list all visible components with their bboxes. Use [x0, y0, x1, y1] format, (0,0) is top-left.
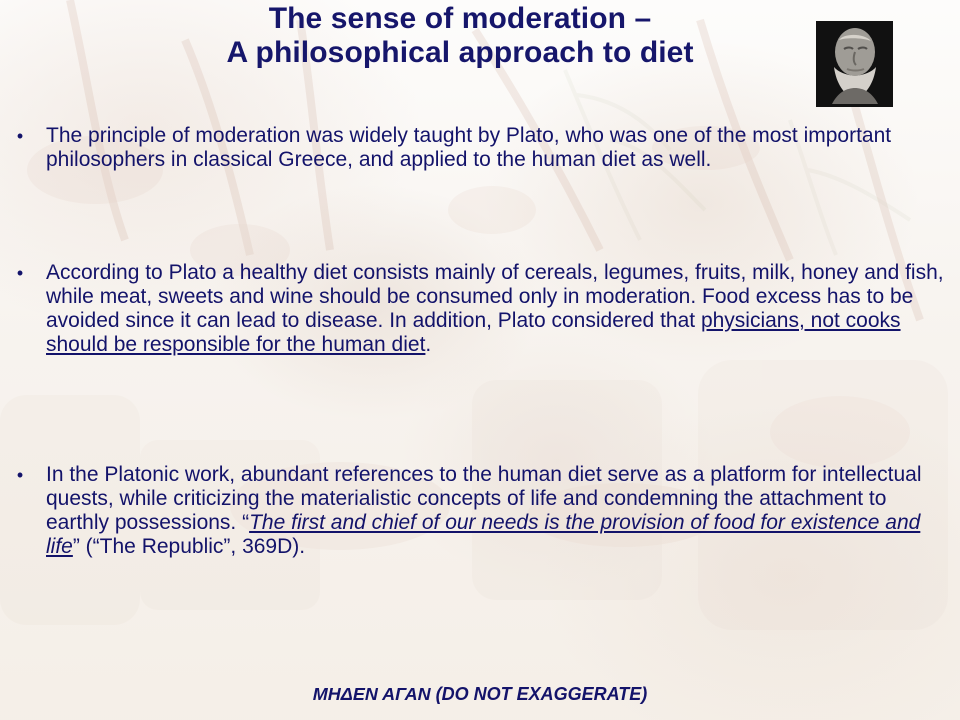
- title-line-2: A philosophical approach to diet: [226, 36, 694, 69]
- bullet-marker: •: [16, 126, 24, 146]
- footer-text: ΜΗΔΕΝ ΑΓΑΝ (DO NOT EXAGGERATE): [312, 684, 648, 704]
- bullet-text-segment: According to Plato a healthy diet consists mainly of cereals, legumes, fruits, milk, honey and fish, while meat, sweets and wine should be consumed only in moderation. Food excess has to be avoided since it can lead to disease. In addition, Plato considered that: [46, 261, 944, 332]
- quoted-text: The first and chief of our needs is the provision of food for existence and life: [46, 511, 921, 558]
- bullet-text-segment: .: [425, 333, 432, 356]
- bullet-marker: •: [16, 263, 24, 283]
- plato-portrait-icon: [816, 21, 893, 107]
- bullet-text: [46, 463, 944, 559]
- bullet-marker: •: [16, 465, 24, 485]
- title-line-1: The sense of moderation –: [268, 2, 652, 35]
- slide-title: [110, 2, 810, 70]
- bullet-text-segment: ” (“The Republic”, 369D).: [72, 535, 306, 558]
- bullet-text-segment: In the Platonic work, abundant references to the human diet serve as a platform for intellectual quests, while criticizing the materialistic concepts of life and condemning the attachment to earthly possessions. “: [46, 463, 922, 534]
- bullet-text: [46, 261, 944, 357]
- underlined-text: physicians, not cooks should be responsible for the human diet: [46, 309, 901, 356]
- bullet-text: The principle of moderation was widely taught by Plato, who was one of the most important philosophers in classical Greece, and applied to the human diet as well.: [46, 124, 892, 171]
